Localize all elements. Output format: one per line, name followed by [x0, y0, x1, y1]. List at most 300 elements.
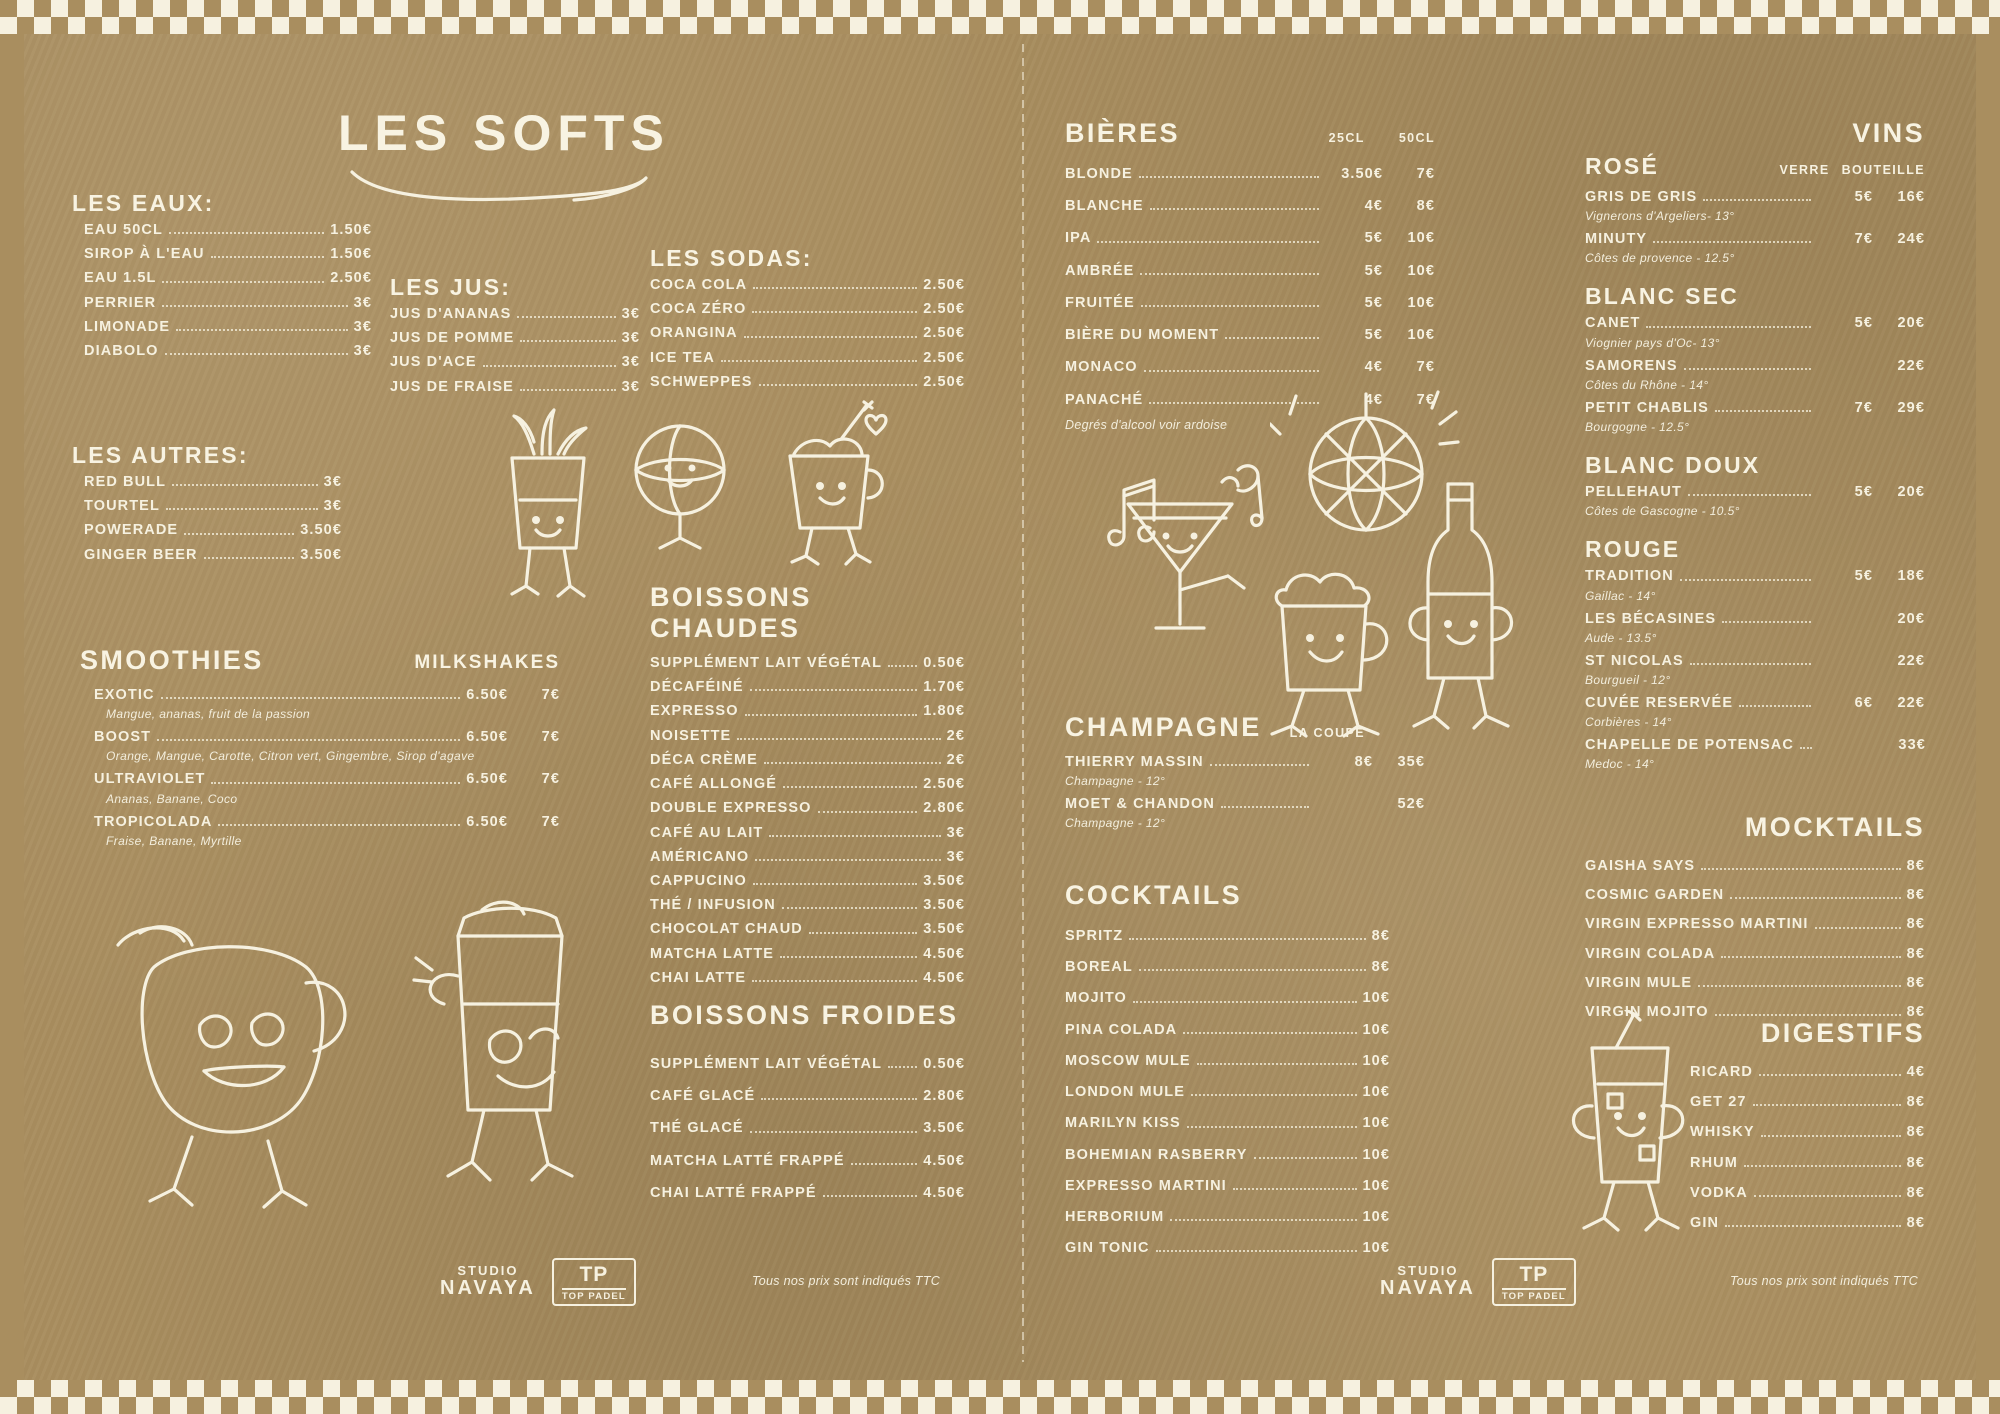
- leader: [737, 738, 940, 740]
- menu-item: [1585, 190, 1925, 205]
- leader: [1739, 705, 1811, 707]
- menu-item: [650, 680, 965, 695]
- item-price: 2.80€: [923, 1088, 965, 1105]
- item-name: ICE TEA: [650, 349, 715, 366]
- section-cocktails: [1065, 880, 1390, 1272]
- item-price: 3.50€: [923, 921, 965, 938]
- item-name: DOUBLE EXPRESSO: [650, 800, 812, 817]
- item-name: CHAI LATTE: [650, 969, 747, 986]
- iced-cup-character-icon: [412, 900, 622, 1210]
- item-price: 8€: [1906, 916, 1925, 933]
- item-price: 2.50€: [330, 270, 372, 287]
- item-name: COCA ZÉRO: [650, 301, 747, 318]
- item-price: 8€: [1371, 959, 1390, 976]
- menu-item: [650, 704, 965, 719]
- menu-item: [650, 729, 965, 744]
- left-page-title-block: [338, 104, 738, 208]
- item-name: EXOTIC: [94, 687, 155, 703]
- menu-item: [1065, 960, 1390, 975]
- section-title: LES JUS:: [390, 274, 512, 300]
- item-name: FRUITÉE: [1065, 294, 1135, 311]
- item-name: THIERRY MASSIN: [1065, 754, 1204, 770]
- wine-group-rouge-title: ROUGE: [1585, 536, 1681, 563]
- item-name: DÉCA CRÈME: [650, 751, 758, 768]
- item-name: BOOST: [94, 729, 152, 746]
- menu-item: [1585, 696, 1925, 711]
- highball-glass-character-icon: [1560, 1010, 1700, 1240]
- menu-item: [72, 344, 372, 359]
- leader: [782, 907, 917, 909]
- leader: [1744, 1165, 1901, 1167]
- menu-item: [650, 302, 965, 317]
- studio-navaya-logo: [1380, 1264, 1476, 1299]
- leader: [1144, 370, 1319, 372]
- item-name: THÉ GLACÉ: [650, 1120, 744, 1137]
- leader: [169, 232, 324, 234]
- item-price: 3€: [353, 318, 372, 335]
- section-title: DIGESTIFS: [1760, 1018, 1925, 1048]
- menu-item: [1065, 797, 1425, 812]
- item-price: 1.50€: [330, 246, 372, 263]
- leader: [520, 389, 616, 391]
- milkshakes-column-header: MILKSHAKES: [414, 652, 560, 673]
- price-note: Tous nos prix sont indiqués TTC: [752, 1274, 941, 1288]
- leader: [172, 484, 318, 486]
- column-header-verre: VERRE: [1779, 163, 1830, 177]
- item-name: LONDON MULE: [1065, 1084, 1186, 1101]
- menu-item: [1065, 929, 1390, 944]
- leader: [753, 287, 917, 289]
- item-name: LIMONADE: [84, 318, 171, 335]
- top-padel-logo: [552, 1258, 636, 1306]
- leader: [483, 365, 616, 367]
- item-price: 1.80€: [923, 703, 965, 720]
- item-name: GIN: [1690, 1215, 1720, 1232]
- item-price-bottle: 18€: [1897, 568, 1925, 585]
- item-name: GET 27: [1690, 1094, 1747, 1111]
- item-price: 0.50€: [923, 655, 965, 671]
- item-name: ORANGINA: [650, 325, 738, 342]
- item-name: MONACO: [1065, 359, 1138, 376]
- item-price: 3€: [946, 848, 965, 865]
- menu-item: [650, 1089, 965, 1104]
- leader: [1761, 1135, 1901, 1137]
- leader: [1141, 305, 1319, 307]
- item-name: PELLEHAUT: [1585, 484, 1682, 501]
- menu-item: [650, 656, 965, 671]
- item-description: Medoc - 14°: [1585, 757, 1655, 772]
- leader: [1800, 747, 1812, 749]
- menu-item: [1065, 1179, 1390, 1194]
- leader: [752, 980, 917, 982]
- section-vins: [1585, 118, 1925, 780]
- section-title: CHAMPAGNE: [1065, 712, 1262, 742]
- item-price-glass: 5€: [1854, 484, 1873, 501]
- item-name: CAPPUCINO: [650, 872, 747, 889]
- item-name: BIÈRE DU MOMENT: [1065, 327, 1220, 344]
- item-price: 10€: [1362, 1208, 1390, 1225]
- menu-item: [650, 874, 965, 889]
- checkerboard-border-top: [0, 0, 2000, 34]
- item-name: BOREAL: [1065, 959, 1133, 976]
- item-description: Corbières - 14°: [1585, 715, 1672, 730]
- menu-item: [1585, 888, 1925, 903]
- item-price: 10€: [1362, 1115, 1390, 1132]
- item-name: EXPRESSO: [650, 703, 739, 720]
- menu-item: [1585, 401, 1925, 416]
- menu-item: [1065, 360, 1435, 375]
- leader: [750, 689, 918, 691]
- menu-item: [650, 850, 965, 865]
- item-name: SCHWEPPES: [650, 373, 753, 390]
- item-price: 3.50€: [300, 522, 342, 539]
- item-price: 8€: [1906, 974, 1925, 991]
- item-description: Orange, Mangue, Carotte, Citron vert, Gingembre, Sirop d'agave: [106, 749, 475, 764]
- item-price-bottle: 22€: [1897, 357, 1925, 374]
- menu-item: [1585, 485, 1925, 500]
- item-name: BOHEMIAN RASBERRY: [1065, 1146, 1248, 1163]
- item-price: 2.80€: [923, 800, 965, 817]
- section-boissons-chaudes: [650, 582, 965, 995]
- cactus-cup-character-icon: [472, 408, 622, 608]
- item-name: LES BÉCASINES: [1585, 610, 1717, 627]
- tp-wordmark: TOP PADEL: [1502, 1288, 1566, 1302]
- studio-navaya-logo: [440, 1264, 536, 1299]
- menu-item: [650, 826, 965, 841]
- item-name: CHOCOLAT CHAUD: [650, 921, 803, 938]
- menu-item: [80, 815, 560, 830]
- leader: [745, 714, 918, 716]
- leader: [783, 786, 917, 788]
- item-price: 4€: [1906, 1064, 1925, 1080]
- menu-item: [1585, 232, 1925, 247]
- menu-item: [650, 1121, 965, 1136]
- whipped-drink-character-icon: [768, 398, 898, 568]
- item-price-50cl: 10€: [1407, 327, 1435, 344]
- item-price: 2.50€: [923, 776, 965, 793]
- section-title: VINS: [1852, 118, 1925, 148]
- section-les-autres: [72, 442, 342, 572]
- menu-item: [1690, 1095, 1925, 1110]
- item-price-milkshake: 7€: [541, 813, 560, 830]
- menu-item: [72, 523, 342, 538]
- leader: [1187, 1126, 1357, 1128]
- item-price-milkshake: 7€: [541, 687, 560, 703]
- leader: [1815, 927, 1901, 929]
- leader: [176, 329, 348, 331]
- leader: [1183, 1032, 1356, 1034]
- item-name: VIRGIN MULE: [1585, 974, 1693, 991]
- item-description: Ananas, Banane, Coco: [106, 791, 238, 806]
- menu-item: [650, 351, 965, 366]
- leader: [809, 932, 917, 934]
- alcohol-degree-note: Degrés d'alcool voir ardoise: [1065, 417, 1228, 432]
- menu-item: [650, 1154, 965, 1169]
- item-price: 8€: [1906, 1154, 1925, 1171]
- item-price-glass: 5€: [1854, 568, 1873, 585]
- menu-item: [1065, 1023, 1390, 1038]
- item-price-bottle: 22€: [1897, 694, 1925, 711]
- item-price-25cl: 3.50€: [1341, 166, 1383, 182]
- item-name: JUS DE POMME: [390, 330, 515, 347]
- item-price-coupe: 8€: [1354, 754, 1373, 770]
- column-header-50cl: 50CL: [1398, 131, 1435, 145]
- leader: [750, 1131, 918, 1133]
- item-price-milkshake: 7€: [541, 729, 560, 746]
- item-name: VODKA: [1690, 1184, 1748, 1201]
- leader: [157, 739, 460, 741]
- disco-ball-icon: [1270, 390, 1460, 560]
- item-name: JUS D'ACE: [390, 354, 477, 371]
- menu-item: [72, 271, 372, 286]
- item-price: 3.50€: [923, 1120, 965, 1137]
- item-price: 3€: [323, 474, 342, 490]
- section-title: COCKTAILS: [1065, 880, 1243, 910]
- item-name: GAISHA SAYS: [1585, 858, 1696, 874]
- menu-item: [72, 320, 372, 335]
- menu-item: [650, 375, 965, 390]
- leader: [165, 353, 348, 355]
- section-title: LES AUTRES:: [72, 442, 249, 468]
- wine-group-rose-title: ROSÉ: [1585, 153, 1659, 179]
- leader: [161, 697, 461, 699]
- item-name: ST NICOLAS: [1585, 652, 1684, 669]
- item-description: Côtes de provence - 12.5°: [1585, 251, 1735, 266]
- section-title: BOISSONS CHAUDES: [650, 582, 812, 643]
- leader: [755, 859, 940, 861]
- leader: [769, 835, 940, 837]
- page-fold-divider: [1022, 44, 1024, 1362]
- item-price-25cl: 4€: [1364, 391, 1383, 408]
- leader: [211, 256, 325, 258]
- item-name: BLONDE: [1065, 166, 1133, 182]
- menu-item: [650, 947, 965, 962]
- leader: [1133, 1001, 1357, 1003]
- item-price: 10€: [1362, 1146, 1390, 1163]
- menu-item: [1585, 612, 1925, 627]
- leader: [166, 508, 318, 510]
- menu-item: [72, 475, 342, 490]
- item-price-bottle: 20€: [1897, 315, 1925, 332]
- section-boissons-froides: [650, 1000, 965, 1218]
- item-price: 8€: [1906, 858, 1925, 874]
- leader: [204, 557, 295, 559]
- item-name: MINUTY: [1585, 231, 1648, 248]
- tp-monogram: TP: [579, 1263, 609, 1286]
- item-price-glass: 6€: [1854, 694, 1873, 711]
- item-name: GRIS DE GRIS: [1585, 189, 1698, 205]
- leader: [721, 360, 917, 362]
- wine-group-blanc-doux-title: BLANC DOUX: [1585, 452, 1761, 479]
- leader: [1722, 621, 1811, 623]
- item-description: Côtes du Rhône - 14°: [1585, 377, 1709, 392]
- item-price: 6.50€: [466, 687, 508, 703]
- item-name: JUS DE FRAISE: [390, 378, 514, 395]
- item-name: PINA COLADA: [1065, 1021, 1178, 1038]
- item-price: 3€: [323, 498, 342, 515]
- leader: [184, 533, 294, 535]
- item-price-50cl: 7€: [1416, 166, 1435, 182]
- leader: [1701, 868, 1901, 870]
- item-description: Champagne - 12°: [1065, 774, 1166, 789]
- item-price: 10€: [1362, 1052, 1390, 1069]
- item-price: 1.50€: [330, 222, 372, 238]
- menu-item: [1065, 1241, 1390, 1256]
- item-description: Bourgogne - 12.5°: [1585, 420, 1690, 435]
- left-footer-logos: [440, 1258, 636, 1306]
- item-price-glass: 7€: [1854, 231, 1873, 248]
- item-name: CANET: [1585, 315, 1641, 332]
- item-price-bottle: 52€: [1397, 796, 1425, 813]
- item-price: 4.50€: [923, 1184, 965, 1201]
- leader: [759, 384, 918, 386]
- title-underline-flourish: [338, 164, 658, 208]
- item-price-bottle: 16€: [1897, 189, 1925, 205]
- leader: [162, 305, 347, 307]
- leader: [752, 311, 917, 313]
- item-name: RHUM: [1690, 1154, 1738, 1171]
- menu-item: [80, 688, 560, 703]
- leader: [888, 665, 917, 667]
- item-price: 3€: [621, 354, 640, 371]
- section-title: BOISSONS FROIDES: [650, 1000, 959, 1030]
- menu-item: [1065, 264, 1435, 279]
- section-les-eaux: [72, 190, 372, 368]
- top-padel-logo: [1492, 1258, 1576, 1306]
- item-price-bottle: 35€: [1397, 754, 1425, 770]
- item-price: 3€: [621, 330, 640, 347]
- section-digestifs: [1690, 1018, 1925, 1246]
- item-name: TOURTEL: [84, 498, 160, 515]
- leader: [218, 824, 460, 826]
- menu-item: [1065, 1054, 1390, 1069]
- leader: [520, 340, 615, 342]
- item-price: 3€: [621, 378, 640, 395]
- menu-item: [1585, 859, 1925, 874]
- leader: [1754, 1195, 1901, 1197]
- item-price: 0.50€: [923, 1056, 965, 1072]
- menu-item: [1065, 167, 1435, 182]
- item-price: 2.50€: [923, 373, 965, 390]
- menu-item: [390, 380, 640, 395]
- menu-item: [1585, 569, 1925, 584]
- item-name: EAU 1.5L: [84, 270, 157, 287]
- item-description: Vignerons d'Argeliers- 13°: [1585, 209, 1735, 224]
- item-price: 2€: [946, 727, 965, 744]
- item-price: 4.50€: [923, 945, 965, 962]
- item-name: COSMIC GARDEN: [1585, 887, 1725, 904]
- leader: [1254, 1157, 1357, 1159]
- leader: [517, 316, 615, 318]
- menu-item: [72, 548, 342, 563]
- item-price-25cl: 5€: [1364, 230, 1383, 247]
- menu-item: [1065, 328, 1435, 343]
- item-price: 8€: [1906, 1124, 1925, 1141]
- item-name: MARILYN KISS: [1065, 1115, 1181, 1132]
- item-name: GIN TONIC: [1065, 1240, 1150, 1257]
- menu-item: [650, 326, 965, 341]
- item-price-25cl: 5€: [1364, 262, 1383, 279]
- item-price-bottle: 33€: [1898, 737, 1926, 754]
- item-price-milkshake: 7€: [541, 771, 560, 788]
- item-price: 6.50€: [466, 729, 508, 746]
- item-price: 2.50€: [923, 277, 965, 293]
- leader: [1170, 1219, 1356, 1221]
- item-name: SIROP À L'EAU: [84, 246, 205, 263]
- item-name: VIRGIN COLADA: [1585, 945, 1716, 962]
- menu-item: [1065, 991, 1390, 1006]
- item-name: RICARD: [1690, 1064, 1753, 1080]
- wine-group-blanc-sec-title: BLANC SEC: [1585, 283, 1739, 310]
- leader: [1139, 176, 1319, 178]
- item-name: MATCHA LATTÉ FRAPPÉ: [650, 1152, 845, 1169]
- leader: [753, 883, 917, 885]
- music-notes-icon: [1100, 470, 1190, 560]
- item-price-25cl: 4€: [1364, 359, 1383, 376]
- leader: [780, 956, 917, 958]
- item-price: 8€: [1906, 1004, 1925, 1021]
- item-price-glass: 5€: [1854, 315, 1873, 332]
- item-name: MOET & CHANDON: [1065, 796, 1215, 813]
- menu-item: [72, 499, 342, 514]
- item-name: PANACHÉ: [1065, 391, 1144, 408]
- menu-item: [650, 898, 965, 913]
- section-les-jus: [390, 274, 640, 404]
- menu-item: [1585, 316, 1925, 331]
- item-price: 3.50€: [923, 897, 965, 914]
- menu-item: [1065, 1116, 1390, 1131]
- section-mocktails: [1585, 812, 1925, 1034]
- menu-item: [650, 922, 965, 937]
- item-description: Côtes de Gascogne - 10.5°: [1585, 504, 1740, 519]
- leader: [1698, 985, 1900, 987]
- item-name: EAU 50CL: [84, 222, 163, 238]
- item-price: 1.70€: [923, 679, 965, 696]
- studio-label: STUDIO: [457, 1263, 519, 1279]
- item-name: SPRITZ: [1065, 928, 1124, 944]
- item-name: ULTRAVIOLET: [94, 771, 206, 788]
- item-name: IPA: [1065, 230, 1092, 247]
- menu-item: [650, 777, 965, 792]
- leader: [851, 1163, 918, 1165]
- section-bieres: [1065, 118, 1435, 432]
- section-title: MOCKTAILS: [1744, 812, 1925, 842]
- menu-item: [1065, 1210, 1390, 1225]
- checkerboard-border-bottom: [0, 1380, 2000, 1414]
- page-title: LES SOFTS: [338, 105, 670, 161]
- right-footer-note: [1730, 1274, 1918, 1288]
- menu-item: [1065, 755, 1425, 770]
- item-name: WHISKY: [1690, 1124, 1755, 1141]
- item-price: 2.50€: [923, 301, 965, 318]
- column-header-25cl: 25CL: [1328, 131, 1365, 145]
- section-title: SMOOTHIES: [80, 645, 264, 675]
- leader: [1140, 273, 1319, 275]
- item-price: 6.50€: [466, 771, 508, 788]
- item-price-bottle: 22€: [1897, 652, 1925, 669]
- section-les-sodas: [650, 245, 965, 399]
- leader: [1690, 663, 1811, 665]
- item-name: DIABOLO: [84, 343, 159, 360]
- item-name: THÉ / INFUSION: [650, 897, 776, 914]
- menu-item: [1585, 947, 1925, 962]
- menu-item: [1065, 199, 1435, 214]
- item-description: Viognier pays d'Oc- 13°: [1585, 335, 1720, 350]
- item-price: 8€: [1371, 928, 1390, 944]
- menu-item: [1065, 1148, 1390, 1163]
- leader: [888, 1066, 917, 1068]
- menu-item: [72, 247, 372, 262]
